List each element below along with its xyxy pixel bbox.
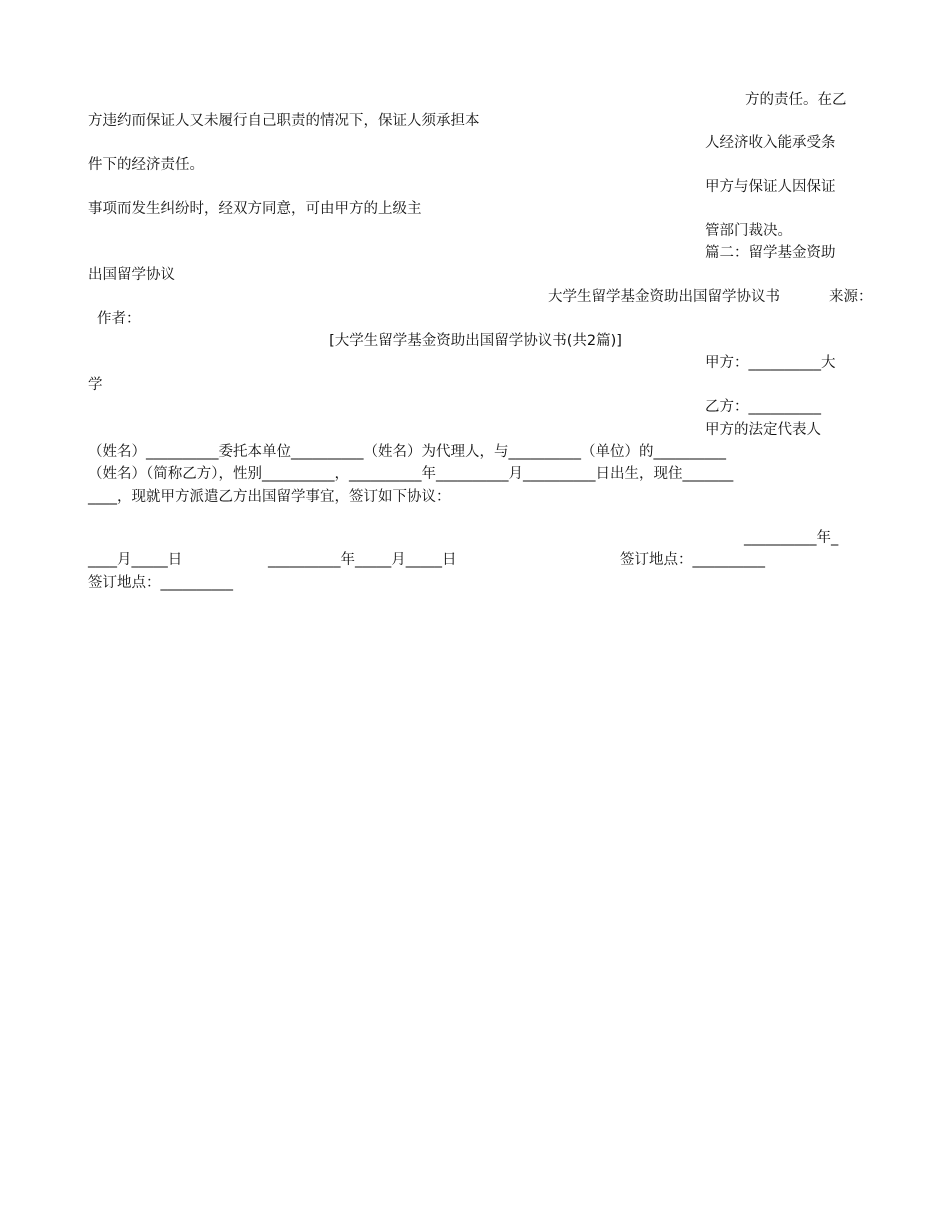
party-a-field-continued: 学: [88, 377, 103, 393]
section-heading-continued: 出国留学协议: [88, 267, 175, 283]
text-line: 方违约而保证人又未履行自己职责的情况下，保证人须承担本: [88, 113, 480, 129]
text-line: 管部门裁决。: [705, 223, 792, 239]
text-line: 甲方的法定代表人: [705, 422, 821, 438]
bracket-title: [大学生留学基金资助出国留学协议书(共2篇)]: [329, 333, 622, 349]
text-line: 事项而发生纠纷时，经双方同意，可由甲方的上级主: [88, 201, 422, 217]
author-label: 作者：: [97, 311, 141, 327]
text-line: 方的责任。在乙: [745, 92, 847, 108]
signing-place-field: 签订地点：__________: [88, 575, 233, 591]
text-line: ____，现就甲方派遣乙方出国留学事宜，签订如下协议：: [88, 489, 451, 505]
text-line: （姓名）（简称乙方），性别__________，__________年__________月__________日出生，现住_______: [88, 466, 734, 482]
date-field-continued: ____月_____日: [88, 552, 183, 568]
source-label: 来源：: [829, 289, 873, 305]
party-a-field: 甲方：__________大: [705, 355, 836, 371]
text-line: （姓名）__________委托本单位__________（姓名）为代理人，与__________（单位）的__________: [88, 444, 726, 460]
party-b-field: 乙方：__________: [705, 399, 821, 415]
date-field: __________年_____月_____日: [268, 552, 457, 568]
text-line: 人经济收入能承受条: [705, 135, 836, 151]
text-line: 件下的经济责任。: [88, 157, 204, 173]
agreement-title: 大学生留学基金资助出国留学协议书: [548, 289, 780, 305]
date-field: __________年_: [744, 530, 839, 546]
signing-place-field: 签订地点：__________: [620, 552, 765, 568]
section-heading: 篇二：留学基金资助: [705, 245, 836, 261]
text-line: 甲方与保证人因保证: [705, 179, 836, 195]
